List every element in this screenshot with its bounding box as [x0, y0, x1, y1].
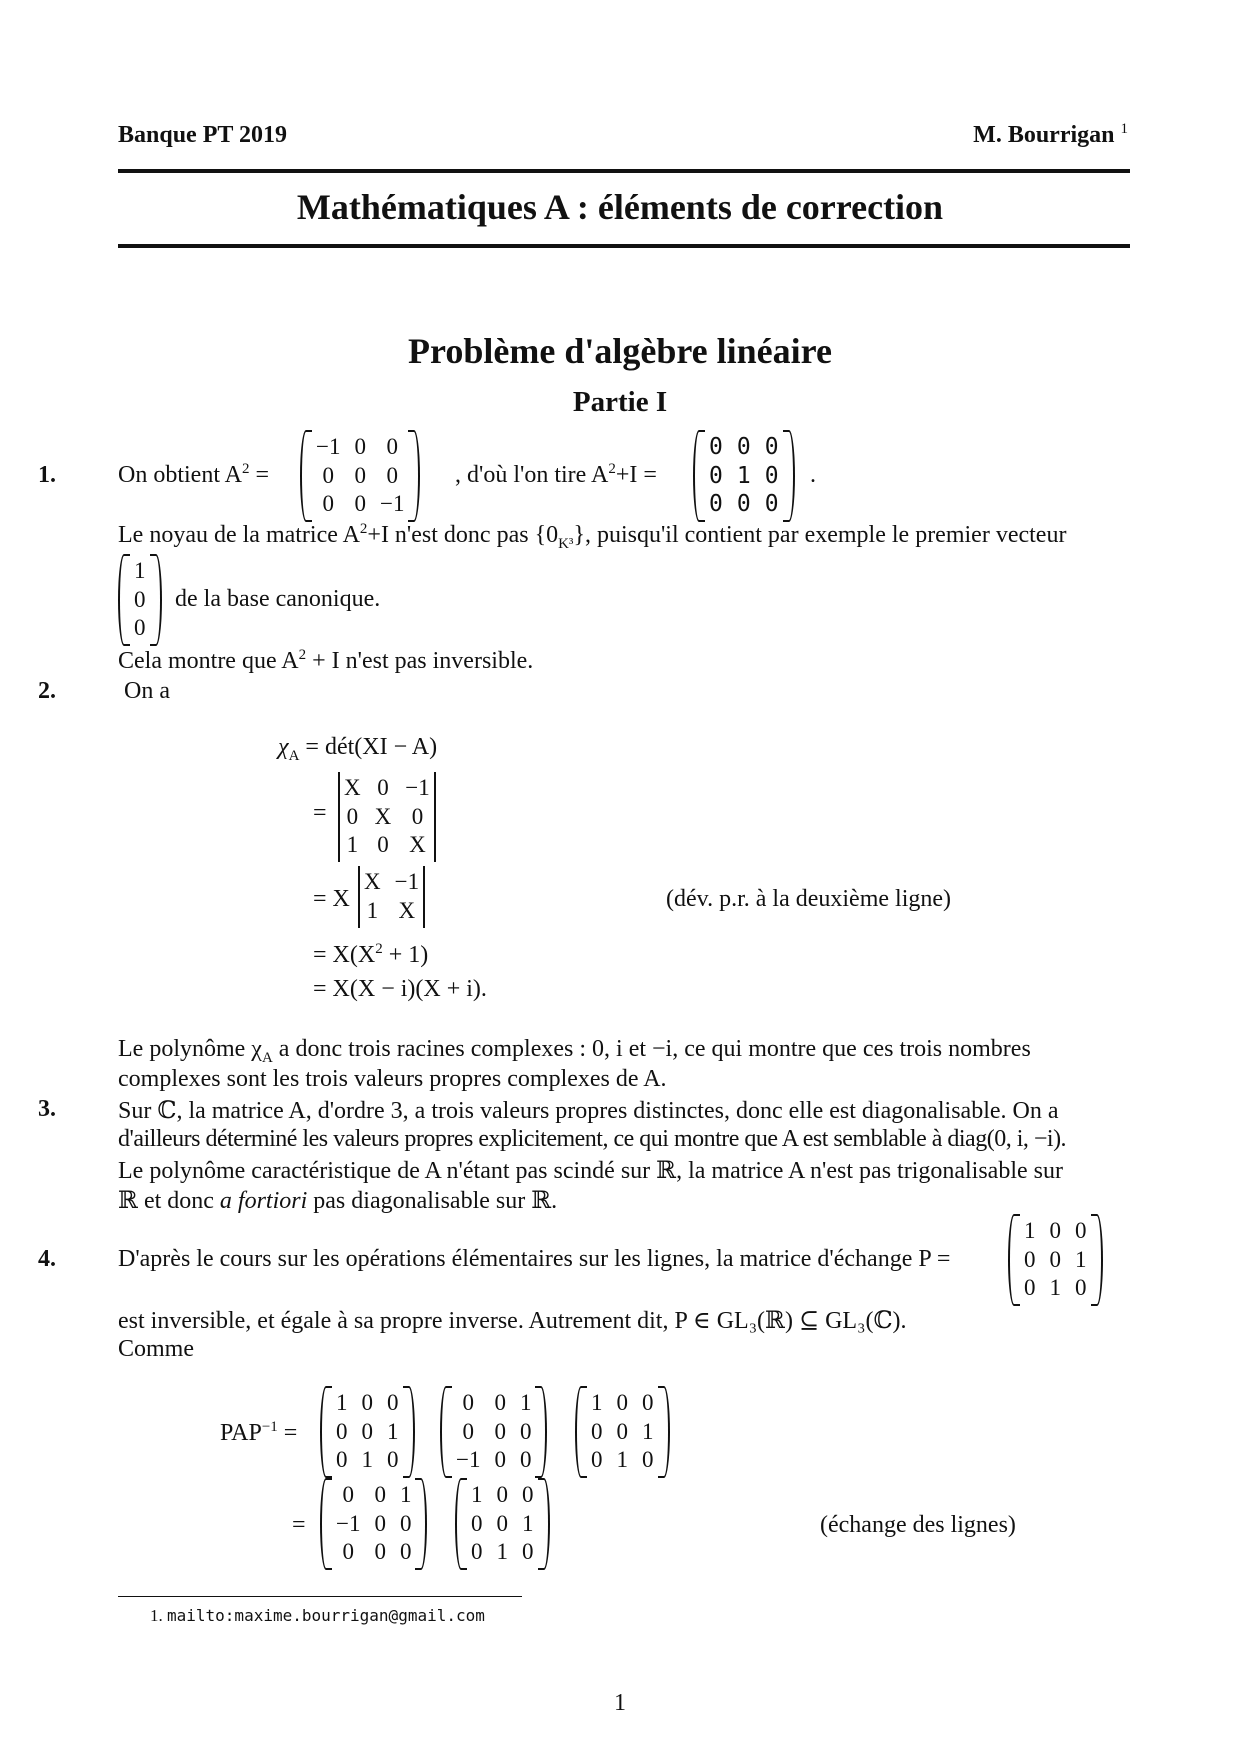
matrix-entry: 0	[591, 1418, 603, 1444]
matrix-entry: 0	[134, 586, 146, 612]
matrix-entry: 0	[709, 433, 723, 460]
q1-conclusion: Cela montre que $A^2 + I$ n'est pas inversible.	[118, 647, 534, 674]
q2-row-factor: = $X(X^2 + 1)$	[313, 941, 429, 968]
matrix-entry: 0	[616, 1418, 628, 1444]
matrix-p	[1008, 1214, 1103, 1306]
matrix-entry: X	[374, 803, 392, 829]
matrix-entry: 1	[346, 832, 359, 858]
matrix-entry: 0	[386, 433, 398, 459]
matrix-entry: 1	[616, 1447, 628, 1473]
matrix-entry: 1	[471, 1481, 483, 1507]
q4-line1: D'après le cours sur les opérations élémentaires sur les lignes, la matrice d'échange P =	[118, 1246, 951, 1272]
matrix-entry: 0	[322, 491, 334, 517]
section-title: Problème d'algèbre linéaire	[408, 331, 832, 371]
matrix-entry: X	[344, 774, 361, 800]
q2-row-chi: $\chi_A$ = dét(XI − A)	[278, 734, 438, 764]
matrix-entry: 0	[591, 1447, 603, 1473]
matrix-entry: 0	[342, 1481, 354, 1507]
matrix-entry: 0	[519, 1418, 532, 1444]
question-number-2: 2.	[38, 678, 56, 704]
matrix-entry: 0	[519, 1447, 532, 1473]
matrix-entry: 0	[522, 1539, 534, 1565]
q4-note: (échange des lignes)	[820, 1512, 1016, 1538]
matrix-entry: 0	[322, 462, 334, 488]
author-name: M. Bourrigan	[973, 122, 1115, 148]
matrix-entry: X	[364, 869, 381, 895]
matrix-entry: 1	[1024, 1217, 1036, 1243]
q1-basis-text: de la base canonique.	[175, 586, 381, 612]
matrix-entry: X	[409, 832, 426, 858]
matrix-entry: 0	[387, 1447, 399, 1473]
q4-eq2: =	[292, 1512, 306, 1538]
q4-lhs: $PAP^{-1}$ =	[220, 1419, 298, 1446]
matrix-entry: 1	[496, 1539, 508, 1565]
matrix-entry: 1	[361, 1447, 373, 1473]
matrix-entry: 0	[354, 491, 366, 517]
page-number: 1	[614, 1690, 626, 1716]
matrix-entry: 0	[346, 803, 359, 829]
header-right	[973, 122, 1128, 149]
matrix-entry: 0	[387, 1389, 399, 1415]
matrix-entry: 0	[1049, 1246, 1061, 1272]
matrix-entry: 1	[134, 557, 146, 583]
q4-line3: Comme	[118, 1336, 194, 1362]
footnote-mark: 1	[1120, 121, 1128, 137]
matrix-a-squared-plus-i	[693, 430, 795, 522]
determinant-3x3	[338, 772, 436, 862]
matrix-entry: 0	[411, 803, 424, 829]
matrix-entry: 0	[374, 1539, 386, 1565]
q3-line3: Le polynôme caractéristique de A n'étant pas scindé sur ℝ, la matrice A n'est pas trigonalisable sur	[118, 1158, 1063, 1184]
matrix-entry: −1	[405, 774, 430, 800]
top-rule	[118, 169, 1130, 173]
matrix-entry: 0	[354, 433, 366, 459]
matrix-entry: 0	[494, 1418, 506, 1444]
title-rule	[118, 244, 1130, 248]
matrix-entry: 0	[374, 1510, 386, 1536]
matrix-p-right	[575, 1386, 670, 1478]
matrix-entry: 0	[399, 1510, 412, 1536]
matrix-entry: 0	[496, 1481, 508, 1507]
matrix-entry: −1	[336, 1510, 361, 1536]
q3-line4: ℝ et donc a fortiori pas diagonalisable sur ℝ.	[118, 1188, 558, 1214]
matrix-entry: 0	[494, 1389, 506, 1415]
matrix-entry: 0	[1024, 1246, 1036, 1272]
q2-para-line1: Le polynôme $\chi_A$ a donc trois racines complexes : 0, i et −i, ce qui montre que ces trois nombres	[118, 1036, 1031, 1066]
matrix-entry: 0	[361, 1418, 373, 1444]
footnote-rule	[118, 1596, 522, 1597]
matrix-entry: 0	[1075, 1275, 1087, 1301]
q2-para-line2: complexes sont les trois valeurs propres complexes de A.	[118, 1066, 667, 1092]
matrix-entry: 0	[377, 832, 389, 858]
matrix-entry: 1	[336, 1389, 348, 1415]
matrix-entry: 0	[462, 1418, 474, 1444]
q2-intro: On a	[124, 678, 170, 704]
matrix-entry: 0	[374, 1481, 386, 1507]
q3-line2: d'ailleurs déterminé les valeurs propres explicitement, ce qui montre que A est semblable à diag(0, i, −i).	[118, 1126, 1067, 1152]
q3-line1: Sur ℂ, la matrice A, d'ordre 3, a trois valeurs propres distinctes, donc elle est diagonalisable. On a	[118, 1098, 1059, 1124]
matrix-entry: 1	[522, 1510, 534, 1536]
matrix-entry: 0	[522, 1481, 534, 1507]
matrix-entry: 1	[1075, 1246, 1087, 1272]
matrix-entry: 0	[1024, 1275, 1036, 1301]
matrix-entry: 0	[709, 462, 723, 489]
matrix-entry: 0	[764, 462, 779, 489]
matrix-entry: 0	[494, 1447, 506, 1473]
matrix-entry: 0	[462, 1389, 474, 1415]
matrix-p-left	[320, 1386, 415, 1478]
page-title: Mathématiques A : éléments de correction	[296, 187, 944, 227]
matrix-entry: 0	[399, 1539, 412, 1565]
matrix-entry: 1	[366, 898, 379, 923]
matrix-p-third	[455, 1478, 550, 1570]
matrix-entry: 0	[471, 1539, 483, 1565]
matrix-entry: 0	[1075, 1217, 1087, 1243]
matrix-entry: 0	[1049, 1217, 1061, 1243]
matrix-entry: 0	[764, 491, 779, 518]
q2-row-roots: = X(X − i)(X + i).	[313, 976, 487, 1002]
q1-mid: , d'où l'on tire $A^2+I$ =	[455, 461, 657, 488]
matrix-entry: −1	[379, 491, 405, 517]
matrix-entry: X	[398, 898, 416, 923]
matrix-entry: 0	[471, 1510, 483, 1536]
question-number-1: 1.	[38, 462, 56, 488]
matrix-entry: 0	[736, 433, 751, 460]
matrix-entry: 1	[387, 1418, 399, 1444]
question-number-4: 4.	[38, 1246, 56, 1272]
part-title: Partie I	[572, 386, 668, 418]
matrix-entry: 1	[591, 1389, 603, 1415]
matrix-entry: 0	[361, 1389, 373, 1415]
determinant-2x2	[358, 866, 425, 928]
question-number-3: 3.	[38, 1096, 56, 1122]
q2-note: (dév. p.r. à la deuxième ligne)	[666, 886, 951, 912]
matrix-entry: 0	[709, 491, 723, 518]
matrix-a-squared	[300, 430, 420, 522]
q1-kernel-line: Le noyau de la matrice $A^2+I$ n'est donc pas $\{0_{K^3}\}$, puisqu'il contient par exemple le premier vecteur	[118, 521, 1067, 552]
matrix-entry: 1	[736, 462, 751, 489]
q1-intro: On obtient $A^2$ =	[118, 461, 270, 488]
matrix-entry: 0	[642, 1389, 654, 1415]
matrix-entry: 0	[134, 615, 146, 641]
matrix-entry: −1	[456, 1447, 481, 1473]
matrix-entry: 0	[336, 1447, 348, 1473]
footnote	[150, 1606, 485, 1626]
matrix-entry: 1	[1049, 1275, 1061, 1301]
matrix-entry: 0	[342, 1539, 354, 1565]
matrix-a	[440, 1386, 547, 1478]
matrix-entry: 0	[377, 774, 389, 800]
matrix-entry: 0	[354, 462, 366, 488]
header-left: Banque PT 2019	[118, 122, 287, 148]
matrix-entry: 1	[519, 1389, 532, 1415]
matrix-entry: 0	[496, 1510, 508, 1536]
matrix-entry: 1	[399, 1481, 412, 1507]
matrix-entry: −1	[394, 869, 420, 895]
q4-line2: est inversible, et égale à sa propre inverse. Autrement dit, P ∈ GL₃(ℝ) ⊆ GL₃(ℂ).	[118, 1308, 907, 1334]
footnote-number: 1.	[150, 1606, 163, 1625]
matrix-entry: −1	[316, 433, 341, 459]
q2-row-det2-eq: = X	[313, 886, 350, 912]
q2-row-det3-eq: =	[313, 800, 327, 826]
footnote-email-link[interactable]: mailto:maxime.bourrigan@gmail.com	[167, 1606, 485, 1625]
matrix-entry: 0	[336, 1418, 348, 1444]
matrix-entry: 1	[642, 1418, 654, 1444]
matrix-entry: 0	[642, 1447, 654, 1473]
basis-vector	[118, 554, 162, 646]
matrix-entry: 0	[764, 433, 779, 460]
matrix-entry: 0	[616, 1389, 628, 1415]
matrix-pa	[320, 1478, 427, 1570]
matrix-entry: 0	[736, 491, 751, 518]
matrix-entry: 0	[386, 462, 398, 488]
q1-period: .	[810, 462, 816, 488]
